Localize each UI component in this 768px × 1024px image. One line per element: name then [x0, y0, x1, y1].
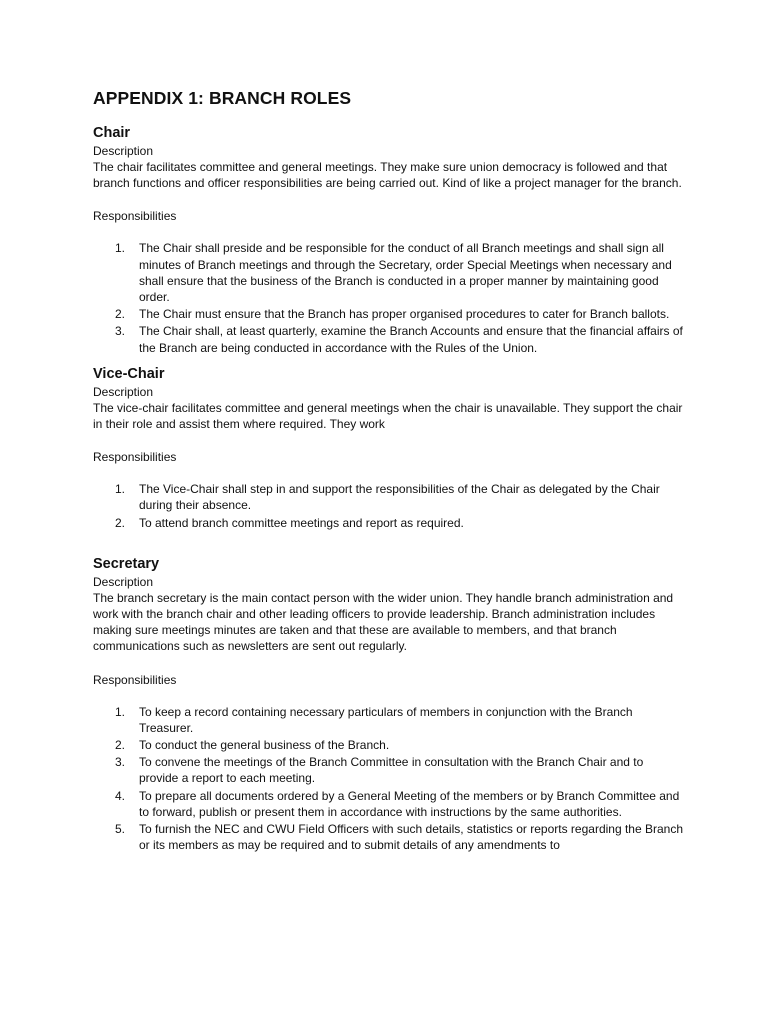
list-item [93, 481, 683, 513]
list-item [93, 515, 683, 531]
description-text: The branch secretary is the main contact person with the wider union. They handle branch administration and work with the branch chair and other leading officers to provide leadership. Branch administration includes making sure meetings minutes are taken and that these are available to members, and that branch communications such as newsletters are sent out regularly. [93, 590, 674, 654]
list-item [93, 737, 683, 753]
responsibilities-list [93, 704, 683, 854]
responsibilities-label: Responsibilities [93, 450, 177, 465]
list-number: 1. [115, 482, 126, 497]
list-item [93, 821, 683, 853]
section-heading-secretary: Secretary [93, 555, 160, 572]
section-secretary [93, 555, 683, 854]
list-item-text: To keep a record containing necessary particulars of members in conjunction with the Branch Treasurer. [139, 704, 633, 735]
section-chair [93, 124, 683, 356]
list-item-text: To furnish the NEC and CWU Field Officers with such details, statistics or reports regarding the Branch or its members as may be required and to submit details of any amendments to [139, 822, 684, 853]
list-item [93, 754, 683, 786]
list-item-text: The Chair must ensure that the Branch has proper organised procedures to cater for Branch ballots. [139, 307, 670, 322]
responsibilities-list [93, 481, 683, 531]
list-number: 2. [115, 307, 126, 322]
description-text: The vice-chair facilitates committee and general meetings when the chair is unavailable. They support the chair in their role and assist them where required. They work [93, 400, 683, 432]
responsibilities-label: Responsibilities [93, 209, 177, 224]
document-page [93, 86, 683, 854]
list-number: 3. [115, 755, 126, 770]
list-item [93, 240, 683, 305]
description-text: The chair facilitates committee and general meetings. They make sure union democracy is followed and that branch functions and officer responsibilities are being carried out. Kind of like a project manager for the branch. [93, 160, 682, 191]
list-item [93, 788, 683, 820]
document-title: APPENDIX 1: BRANCH ROLES [93, 88, 352, 108]
list-item-text: The Chair shall preside and be responsible for the conduct of all Branch meetings and shall sign all minutes of Branch meetings and through the Secretary, order Special Meetings when necessary and shall ensure that the business of the Branch is conducted in a proper manner by maintaining good order. [139, 241, 672, 305]
list-number: 1. [115, 241, 126, 256]
description-label: Description [93, 384, 154, 399]
list-number: 4. [115, 788, 126, 803]
list-item-text: To attend branch committee meetings and report as required. [139, 515, 464, 530]
list-number: 1. [115, 704, 126, 719]
section-vice-chair [93, 365, 683, 531]
list-item [93, 704, 683, 736]
section-heading-vice-chair: Vice-Chair [93, 365, 165, 382]
list-number: 2. [115, 738, 126, 753]
responsibilities-list [93, 240, 683, 355]
list-item [93, 306, 683, 322]
list-item-text: The Chair shall, at least quarterly, examine the Branch Accounts and ensure that the financial affairs of the Branch are being conducted in accordance with the Rules of the Union. [139, 324, 683, 355]
responsibilities-label: Responsibilities [93, 672, 177, 687]
description-label: Description [93, 574, 154, 589]
list-number: 5. [115, 822, 126, 837]
list-item-text: To prepare all documents ordered by a General Meeting of the members or by Branch Committee and to forward, publish or present them in accordance with instructions by the same authorities. [139, 788, 680, 819]
description-label: Description [93, 144, 154, 158]
list-item-text: To convene the meetings of the Branch Committee in consultation with the Branch Chair and to provide a report to each meeting. [139, 755, 644, 786]
list-number: 3. [115, 324, 126, 339]
list-item [93, 323, 683, 355]
list-item-text: To conduct the general business of the Branch. [139, 738, 390, 753]
list-number: 2. [115, 515, 126, 530]
list-item-text: The Vice-Chair shall step in and support the responsibilities of the Chair as delegated by the Chair during their absence. [139, 482, 660, 513]
section-heading-chair: Chair [93, 125, 131, 141]
